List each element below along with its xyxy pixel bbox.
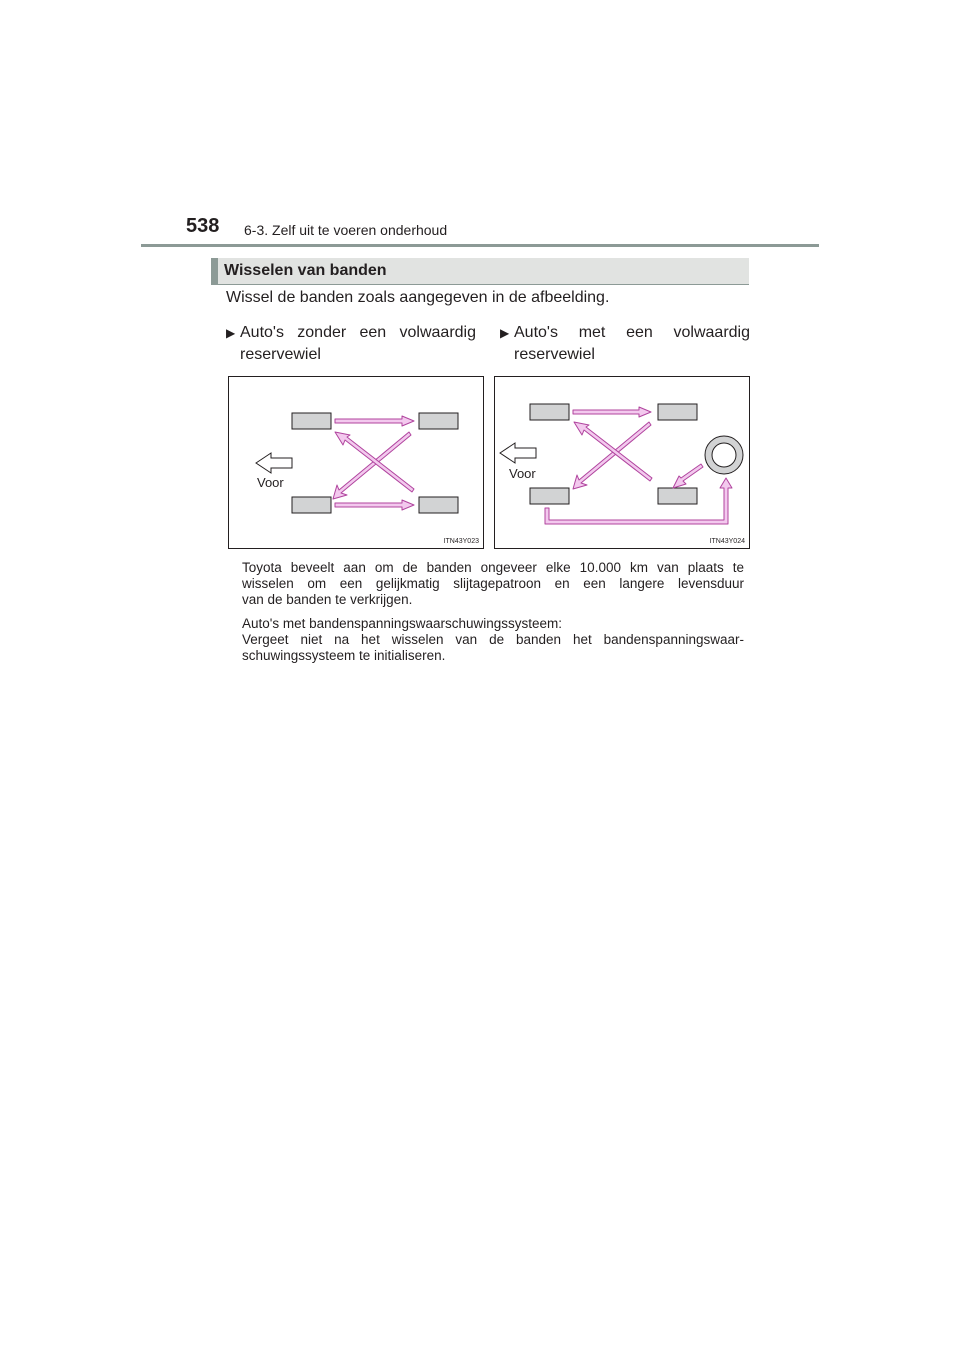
tire-front-left: [530, 404, 569, 420]
option-with-spare: [500, 322, 750, 366]
tire-rear-right: [658, 488, 697, 504]
section-heading: Wisselen van banden: [224, 262, 387, 279]
note-line: wisselen om een gelijkmatig slijtagepatroon en een langere levensduur: [242, 576, 744, 591]
rotation-diagram-with-spare: [494, 376, 750, 549]
option-line-1: Auto's zonder een volwaardig: [240, 324, 476, 341]
tire-front-left: [292, 413, 331, 429]
heading-accent: [211, 258, 218, 285]
note-line: van de banden te verkrijgen.: [242, 592, 413, 607]
intro-text: Wissel de banden zoals aangegeven in de afbeelding.: [226, 289, 610, 306]
rotation-arrow: [673, 464, 703, 488]
note-line: Toyota beveelt aan om de banden ongeveer elke 10.000 km van plaats te: [242, 560, 744, 575]
rotation-interval-note: [242, 560, 744, 608]
figure-id: ITN43Y024: [709, 538, 745, 545]
option-line-2: reservewiel: [240, 346, 321, 363]
tire-rear-right: [419, 497, 458, 513]
front-direction-arrow-icon: [500, 443, 536, 463]
tire-rear-left: [530, 488, 569, 504]
section-title: 6-3. Zelf uit te voeren onderhoud: [244, 222, 448, 238]
rotation-arrow: [545, 478, 732, 524]
spare-tire-icon: [705, 436, 743, 474]
rotation-arrow: [335, 500, 414, 510]
option-line-2: reservewiel: [514, 346, 595, 363]
bullet-triangle-icon: ▶: [226, 326, 236, 340]
rotation-diagram-without-spare: [228, 376, 484, 549]
note-line: Auto's met bandenspanningswaarschuwingssysteem:: [242, 616, 563, 631]
rotation-diagram-svg: [229, 377, 484, 549]
note-line: Vergeet niet na het wisselen van de banden het bandenspanningswaar-: [242, 632, 744, 647]
bullet-triangle-icon: ▶: [500, 326, 510, 340]
rotation-diagram-svg: [495, 377, 750, 549]
figure-id: ITN43Y023: [443, 538, 479, 545]
option-without-spare: [226, 322, 476, 366]
tire-front-right: [658, 404, 697, 420]
front-label: Voor: [257, 475, 284, 490]
front-label: Voor: [509, 466, 536, 481]
rotation-arrow: [335, 416, 414, 426]
option-line-1: Auto's met een volwaardig: [514, 324, 750, 341]
note-line: schuwingssysteem te initialiseren.: [242, 648, 446, 663]
front-direction-arrow-icon: [256, 453, 292, 473]
page-number: 538: [186, 215, 220, 237]
header-rule: [141, 244, 819, 247]
rotation-arrow: [573, 422, 651, 489]
rotation-arrow: [573, 407, 651, 417]
tire-rear-left: [292, 497, 331, 513]
tire-front-right: [419, 413, 458, 429]
tpms-note: [242, 616, 744, 664]
